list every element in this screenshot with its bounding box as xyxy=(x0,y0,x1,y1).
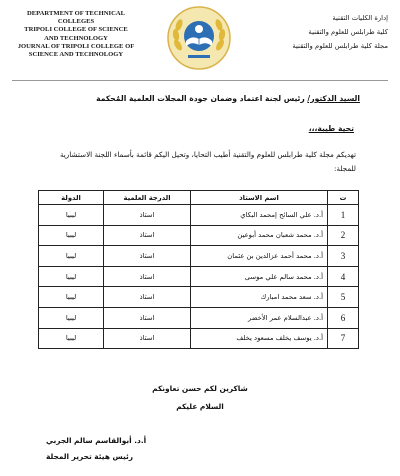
recipient-line xyxy=(96,94,360,103)
signer-role: رئيس هيئة تحرير المجلة xyxy=(46,452,134,461)
letterhead-line: SCIENCE AND TECHNOLOGY xyxy=(28,51,124,59)
col-header-country: الدولة xyxy=(39,191,104,205)
cell-rank: استاذ xyxy=(104,287,191,308)
cell-name: أ.د. محمد أحمد عزالدين بن عثمان xyxy=(191,246,328,267)
college-logo-icon xyxy=(166,5,232,71)
letterhead-line: DEPARTMENT OF TECHNICAL xyxy=(26,10,126,17)
letterhead-line: كلية طرابلس للعلوم والتقنية xyxy=(308,28,388,36)
cell-country: ليبيا xyxy=(39,287,104,308)
cell-rank: استاذ xyxy=(104,246,191,267)
cell-index: 4 xyxy=(328,266,359,287)
cell-index: 2 xyxy=(328,225,359,246)
advisory-committee-table xyxy=(38,190,359,349)
cell-index: 7 xyxy=(328,328,359,349)
table-row xyxy=(39,328,359,349)
col-header-rank: الدرجة العلمية xyxy=(104,191,191,205)
table-row xyxy=(39,225,359,246)
col-header-index: ت xyxy=(328,191,359,205)
table-header-row xyxy=(39,191,359,205)
letterhead-line: إدارة الكليات التقنية xyxy=(332,14,388,22)
letterhead-line: JOURNAL OF TRIPOLI COLLEGE OF xyxy=(17,42,135,50)
table-row xyxy=(39,307,359,328)
cell-country: ليبيا xyxy=(39,266,104,287)
table-row xyxy=(39,266,359,287)
recipient-body: رئيس لجنة اعتماد وضمان جودة المجلات العلمية المُحكمة xyxy=(96,94,308,103)
table-row xyxy=(39,287,359,308)
cell-name: أ.د. علي السائح إمحمد البكاي xyxy=(191,205,328,226)
cell-country: ليبيا xyxy=(39,246,104,267)
intro-paragraph: تهديكم مجلة كلية طرابلس للعلوم والتقنية أطيب التحايا، وتحيل اليكم قائمة بأسماء اللجنة الاستشارية للمجلة: xyxy=(59,150,356,173)
cell-rank: استاذ xyxy=(104,328,191,349)
greeting: تحية طيبة،،، xyxy=(308,124,354,133)
cell-rank: استاذ xyxy=(104,205,191,226)
cell-name: أ.د. محمد سالم علي موسى xyxy=(191,266,328,287)
signer-name: أ.د. أبوالقاسم سالم الجربي xyxy=(46,436,147,445)
letterhead-line: COLLEGES xyxy=(57,18,95,26)
letterhead-line: TRIPOLI COLLEGE OF SCIENCE xyxy=(24,26,128,34)
closing-salutation: السلام عليكم xyxy=(176,402,224,411)
cell-rank: استاذ xyxy=(104,225,191,246)
recipient-title: السيد الدكتور/ xyxy=(307,94,360,103)
col-header-name: اسم الاستاذ xyxy=(191,191,328,205)
table-row xyxy=(39,205,359,226)
cell-country: ليبيا xyxy=(39,328,104,349)
table-row xyxy=(39,246,359,267)
cell-name: أ.د. عبدالسلام عمر الأخضر xyxy=(191,307,328,328)
cell-rank: استاذ xyxy=(104,307,191,328)
cell-index: 5 xyxy=(328,287,359,308)
letterhead-line: AND TECHNOLOGY xyxy=(44,34,108,42)
letterhead-line: مجلة كلية طرابلس للعلوم والتقنية xyxy=(292,42,388,50)
cell-country: ليبيا xyxy=(39,205,104,226)
arabic-letterhead xyxy=(258,11,388,53)
cell-index: 3 xyxy=(328,246,359,267)
cell-country: ليبيا xyxy=(39,225,104,246)
cell-country: ليبيا xyxy=(39,307,104,328)
cell-index: 6 xyxy=(328,307,359,328)
header-divider xyxy=(12,80,388,81)
english-letterhead xyxy=(12,10,140,59)
cell-index: 1 xyxy=(328,205,359,226)
cell-name: أ.د. سعد محمد امبارك xyxy=(191,287,328,308)
cell-name: أ.د. يوسف يخلف مسعود يخلف xyxy=(191,328,328,349)
cell-name: أ.د. محمد شعبان محمد أبوعين xyxy=(191,225,328,246)
closing-thanks: شاكرين لكم حسن تعاونكم xyxy=(152,384,248,393)
cell-rank: استاذ xyxy=(104,266,191,287)
